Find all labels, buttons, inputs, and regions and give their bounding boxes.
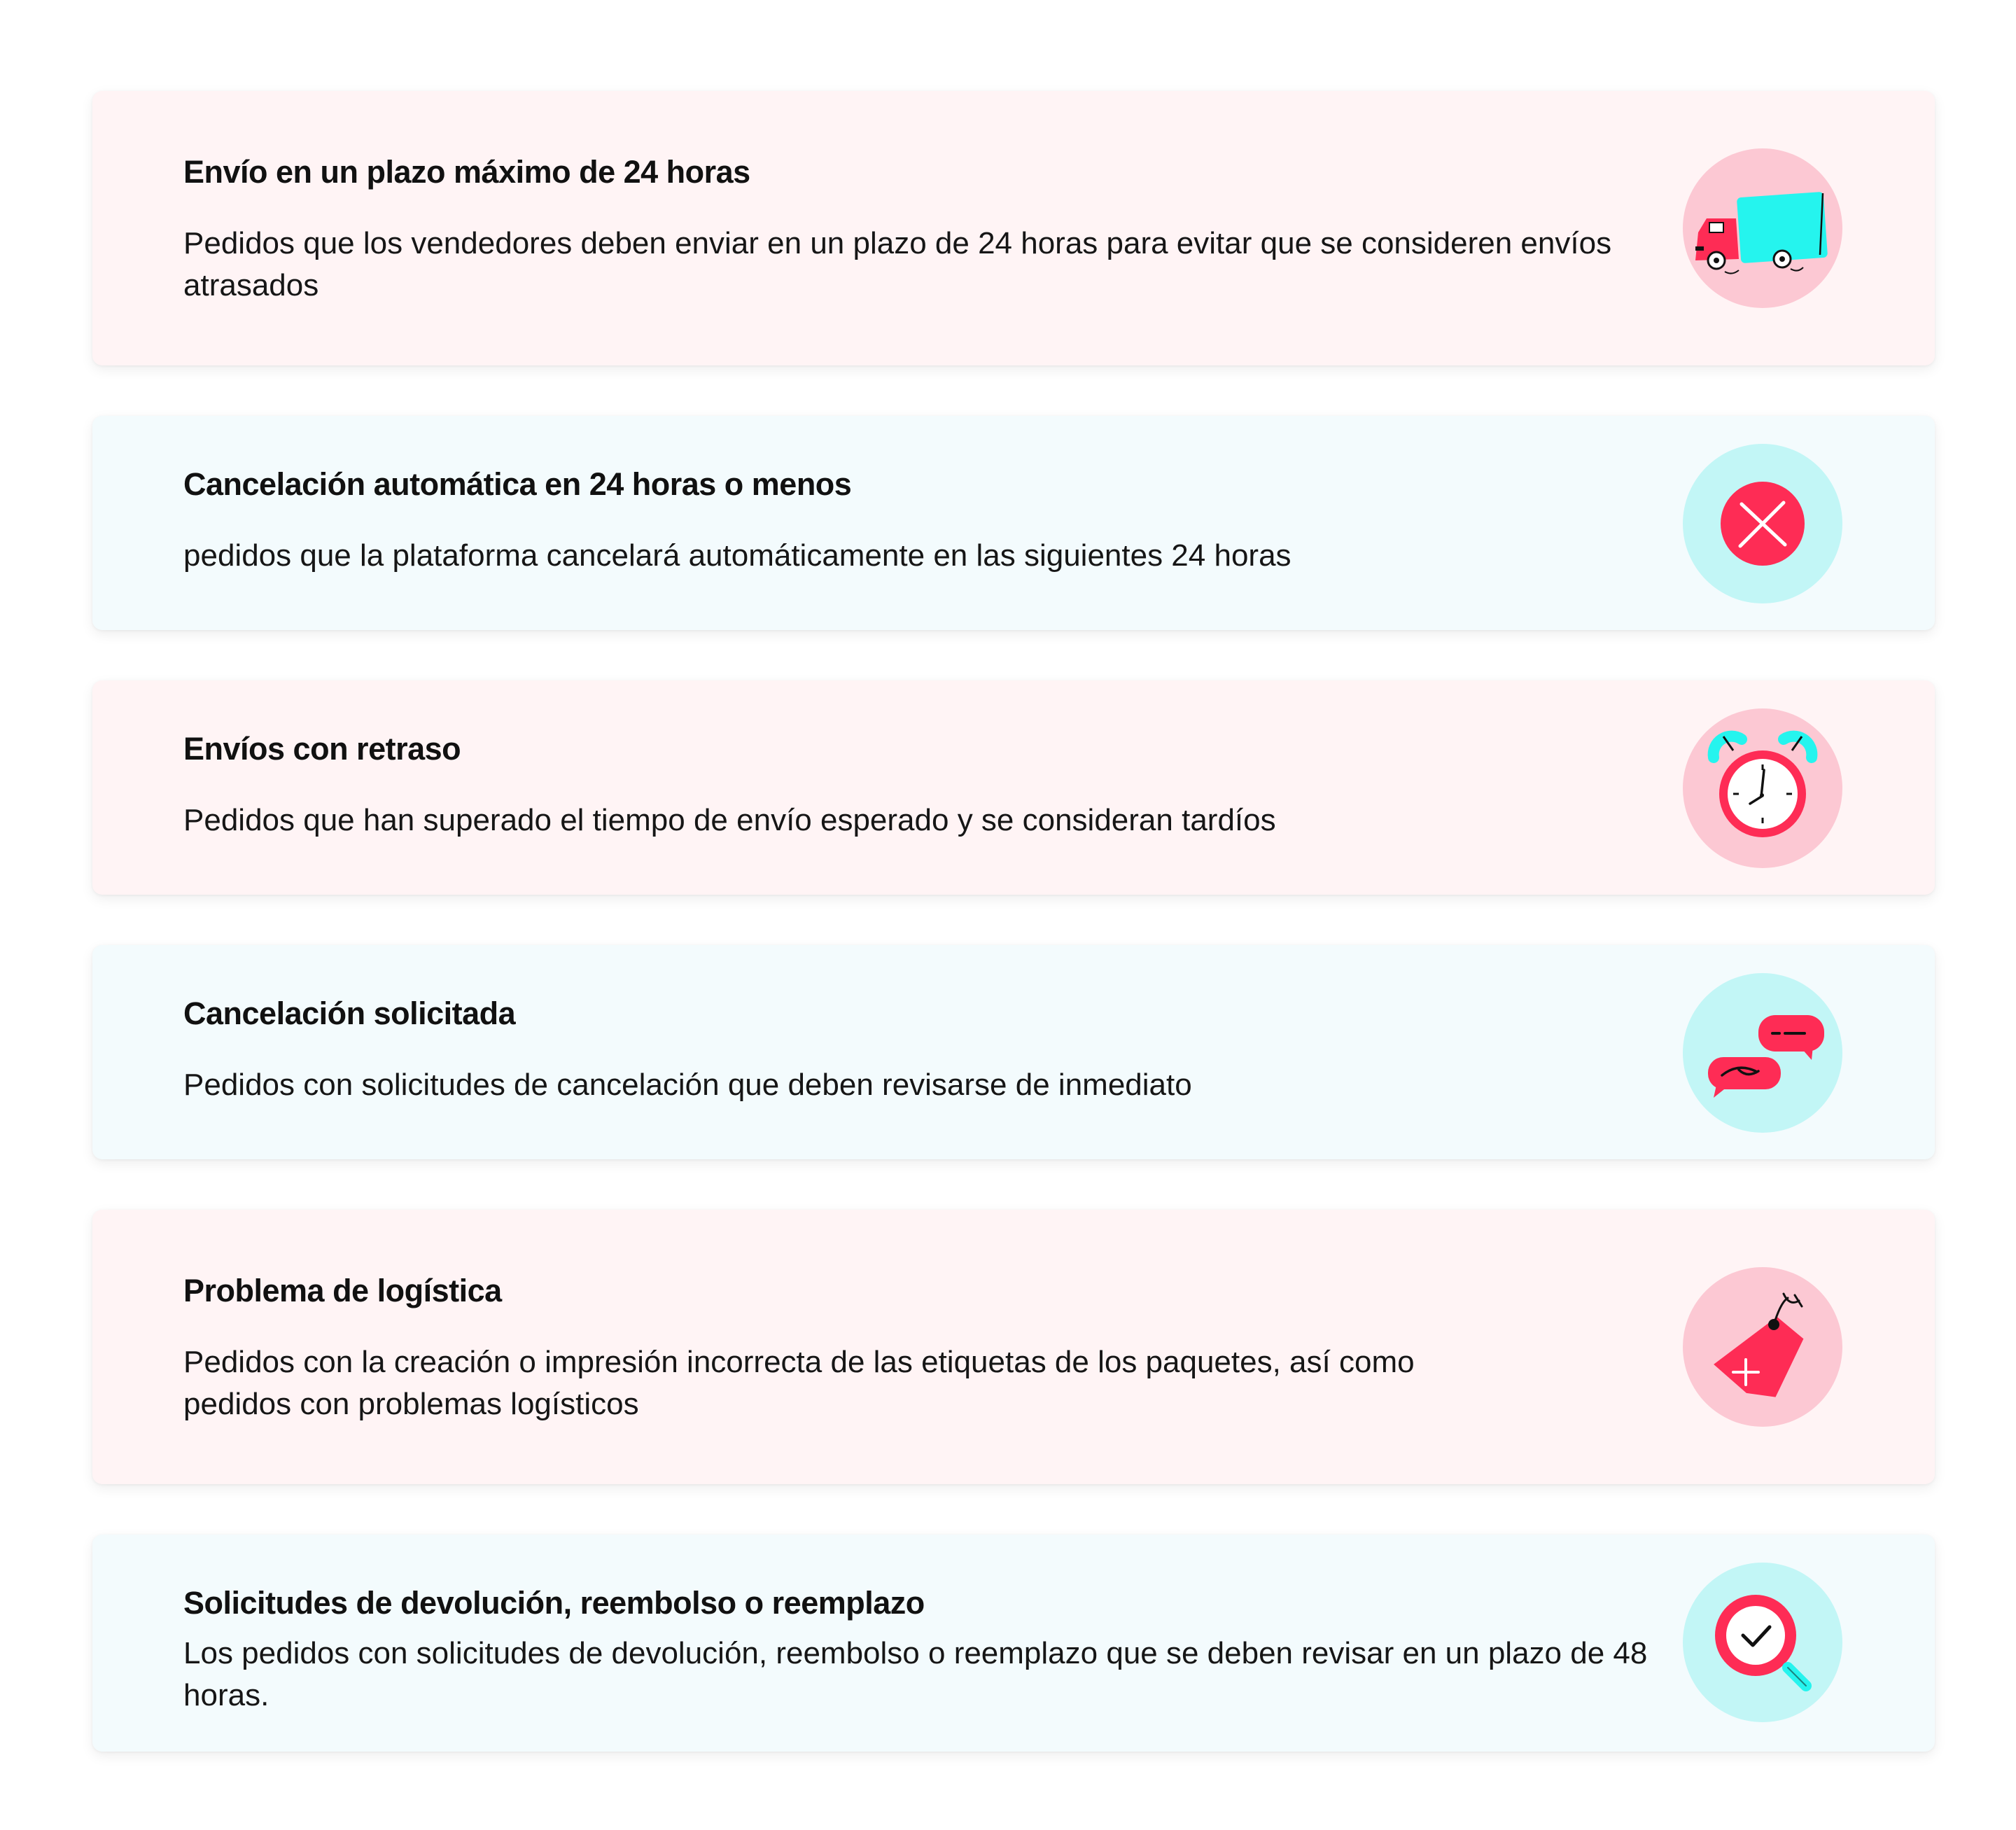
card-description: Pedidos que los vendedores deben enviar en un plazo de 24 horas para evitar que se consideren envíos atrasados xyxy=(183,226,1612,302)
card-shipping-24h[interactable] xyxy=(92,91,1935,365)
card-auto-cancel[interactable] xyxy=(92,416,1935,630)
card-cancel-requested[interactable] xyxy=(92,945,1935,1159)
card-return-refund-replace[interactable] xyxy=(92,1535,1935,1752)
card-title: Envío en un plazo máximo de 24 horas xyxy=(183,154,750,190)
alarm-clock-icon xyxy=(1683,708,1842,868)
card-title: Cancelación solicitada xyxy=(183,996,516,1031)
card-description: Pedidos que han superado el tiempo de envío esperado y se consideran tardíos xyxy=(183,803,1276,837)
card-description: Los pedidos con solicitudes de devolución, reembolso o reemplazo que se deben revisar en un plazo de 48 horas. xyxy=(183,1636,1648,1712)
card-logistics-problem[interactable] xyxy=(92,1210,1935,1484)
card-title: Cancelación automática en 24 horas o menos xyxy=(183,466,852,502)
card-delayed-shipping[interactable] xyxy=(92,680,1935,895)
card-title: Solicitudes de devolución, reembolso o reemplazo xyxy=(183,1585,925,1621)
truck-icon xyxy=(1683,148,1842,308)
tag-icon xyxy=(1683,1267,1842,1427)
card-description: Pedidos con solicitudes de cancelación que deben revisarse de inmediato xyxy=(183,1068,1192,1102)
chat-bubbles-icon xyxy=(1683,973,1842,1133)
card-description: Pedidos con la creación o impresión incorrecta de las etiquetas de los paquetes, así como pedidos con problemas logísticos xyxy=(183,1345,1415,1421)
magnifier-check-icon xyxy=(1683,1563,1842,1722)
cancel-x-icon xyxy=(1683,444,1842,603)
card-title: Envíos con retraso xyxy=(183,731,461,767)
card-description: pedidos que la plataforma cancelará automáticamente en las siguientes 24 horas xyxy=(183,538,1292,573)
card-title: Problema de logística xyxy=(183,1273,502,1308)
